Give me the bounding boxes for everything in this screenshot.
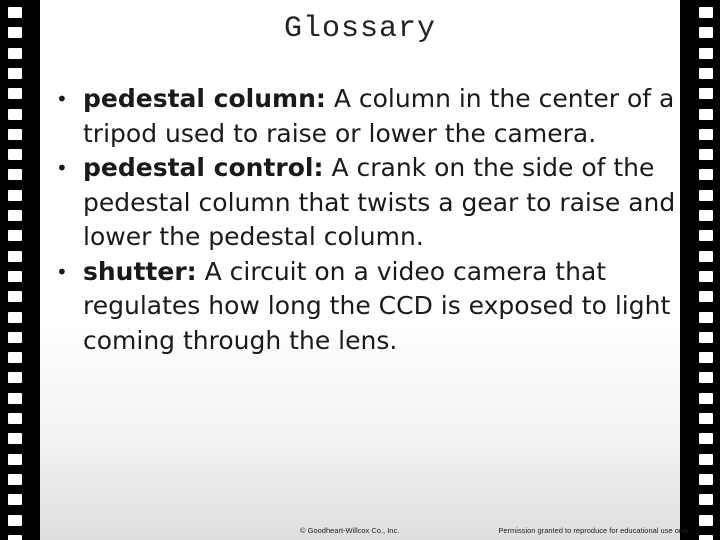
sprocket-hole	[8, 291, 22, 302]
sprocket-hole	[699, 109, 713, 120]
sprocket-hole	[8, 312, 22, 323]
sprocket-hole	[8, 88, 22, 99]
glossary-entry-pedestal-column	[56, 82, 676, 151]
sprocket-hole	[8, 251, 22, 262]
glossary-content	[56, 82, 676, 358]
sprocket-hole	[699, 7, 713, 18]
sprocket-hole	[8, 190, 22, 201]
sprocket-hole	[699, 149, 713, 160]
glossary-entry-pedestal-control	[56, 151, 676, 255]
sprocket-hole	[8, 332, 22, 343]
sprocket-hole	[699, 312, 713, 323]
sprocket-hole	[699, 474, 713, 485]
sprocket-hole	[699, 271, 713, 282]
sprocket-hole	[699, 413, 713, 424]
sprocket-hole	[699, 230, 713, 241]
sprocket-hole	[8, 535, 22, 540]
sprocket-hole	[8, 352, 22, 363]
sprocket-hole	[8, 474, 22, 485]
glossary-list	[56, 82, 676, 358]
sprocket-hole	[699, 332, 713, 343]
sprocket-hole	[699, 433, 713, 444]
film-strip-right	[680, 0, 720, 540]
sprocket-hole	[8, 27, 22, 38]
sprocket-hole	[8, 230, 22, 241]
sprocket-hole	[8, 494, 22, 505]
sprocket-hole	[8, 372, 22, 383]
glossary-term: shutter:	[83, 256, 197, 286]
sprocket-hole	[699, 372, 713, 383]
slide-title: Glossary	[283, 12, 437, 46]
sprocket-hole	[8, 271, 22, 282]
sprocket-hole	[699, 169, 713, 180]
glossary-definition: A circuit on a video camera that regulates how long the CCD is exposed to light coming through the lens.	[83, 256, 671, 355]
sprocket-hole	[699, 88, 713, 99]
sprocket-hole	[8, 515, 22, 526]
sprocket-hole	[699, 454, 713, 465]
sprocket-hole	[8, 210, 22, 221]
sprocket-hole	[699, 393, 713, 404]
glossary-definition: A column in the center of a tripod used to raise or lower the camera.	[83, 84, 675, 148]
sprocket-hole	[699, 190, 713, 201]
sprocket-hole	[699, 68, 713, 79]
sprocket-hole	[8, 109, 22, 120]
bullet-icon: •	[56, 87, 68, 111]
sprocket-hole	[8, 454, 22, 465]
sprocket-hole	[699, 210, 713, 221]
sprocket-hole	[8, 129, 22, 140]
copyright-notice: © Goodheart-Willcox Co., Inc.	[300, 526, 400, 535]
sprocket-hole	[699, 251, 713, 262]
sprocket-hole	[8, 169, 22, 180]
sprocket-hole	[699, 291, 713, 302]
sprocket-hole	[8, 149, 22, 160]
film-strip-left	[0, 0, 40, 540]
bullet-icon: •	[56, 156, 68, 180]
sprocket-hole	[8, 68, 22, 79]
sprocket-hole	[699, 352, 713, 363]
sprocket-hole	[699, 48, 713, 59]
glossary-definition: A crank on the side of the pedestal column that twists a gear to raise and lower the pedestal column.	[83, 153, 676, 251]
bullet-icon: •	[56, 259, 68, 284]
sprocket-hole	[8, 48, 22, 59]
sprocket-hole	[699, 494, 713, 505]
glossary-entry-shutter	[56, 255, 676, 359]
sprocket-hole	[699, 515, 713, 526]
glossary-term: pedestal control:	[83, 153, 324, 182]
sprocket-hole	[699, 129, 713, 140]
sprocket-hole	[699, 535, 713, 540]
footer	[300, 526, 690, 535]
sprocket-hole	[8, 413, 22, 424]
sprocket-hole	[8, 393, 22, 404]
sprocket-hole	[8, 433, 22, 444]
sprocket-hole	[8, 7, 22, 18]
glossary-term: pedestal column:	[83, 84, 326, 113]
sprocket-hole	[699, 27, 713, 38]
permission-notice: Permission granted to reproduce for educational use only.	[498, 526, 690, 535]
